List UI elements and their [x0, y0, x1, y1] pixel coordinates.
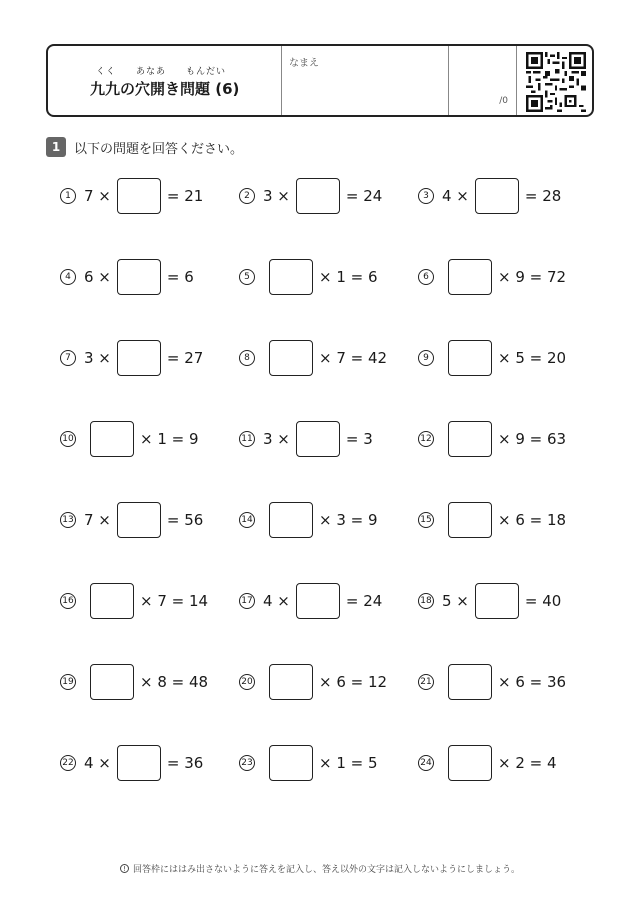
answer-box[interactable] [448, 340, 492, 376]
answer-box[interactable] [269, 664, 313, 700]
problem-left-term: 5 × [442, 592, 469, 610]
problem-item [239, 340, 387, 376]
problem-right-term: = 56 [166, 511, 204, 529]
answer-box[interactable] [448, 421, 492, 457]
answer-box[interactable] [269, 259, 313, 295]
answer-box[interactable] [269, 340, 313, 376]
problem-item [239, 259, 378, 295]
problem-item [239, 745, 378, 781]
answer-box[interactable] [117, 259, 161, 295]
problem-item [239, 664, 387, 700]
problem-number: 24 [418, 755, 434, 771]
problem-number: 7 [60, 350, 76, 366]
ruby-kuku: くく [96, 67, 117, 77]
problem-right-term: = 24 [345, 592, 383, 610]
problem-right-term: = 40 [524, 592, 562, 610]
section-heading [46, 137, 243, 157]
problem-left-term: 4 × [442, 187, 469, 205]
problem-number: 16 [60, 593, 76, 609]
answer-box[interactable] [90, 421, 134, 457]
problem-right-term: × 1 = 5 [319, 754, 378, 772]
answer-box[interactable] [448, 259, 492, 295]
problem-item [60, 259, 194, 295]
problem-number: 3 [418, 188, 434, 204]
score-text: /0 [499, 96, 508, 106]
problem-right-term: = 28 [524, 187, 562, 205]
answer-box[interactable] [117, 502, 161, 538]
problem-right-term: = 21 [166, 187, 204, 205]
problem-right-term: × 5 = 20 [498, 349, 567, 367]
problem-right-term: × 6 = 12 [319, 673, 388, 691]
qr-code-icon [526, 52, 586, 112]
problem-number: 1 [60, 188, 76, 204]
problem-right-term: × 1 = 9 [140, 430, 199, 448]
problem-item [60, 178, 203, 214]
answer-box[interactable] [117, 745, 161, 781]
problem-right-term: × 7 = 42 [319, 349, 388, 367]
problem-left-term: 4 × [263, 592, 290, 610]
problem-number: 2 [239, 188, 255, 204]
problem-item [60, 421, 199, 457]
problem-number: 21 [418, 674, 434, 690]
problem-item [60, 502, 203, 538]
problem-number: 20 [239, 674, 255, 690]
answer-box[interactable] [475, 178, 519, 214]
title-cell [48, 46, 282, 115]
ruby-anaa: あなあ [136, 67, 167, 77]
problem-right-term: × 9 = 72 [498, 268, 567, 286]
problem-item [239, 421, 373, 457]
problem-number: 17 [239, 593, 255, 609]
problem-number: 12 [418, 431, 434, 447]
answer-box[interactable] [296, 421, 340, 457]
answer-box[interactable] [296, 178, 340, 214]
problem-item [60, 745, 203, 781]
problem-item [239, 178, 382, 214]
problem-right-term: = 27 [166, 349, 204, 367]
score-field [448, 46, 517, 115]
problem-right-term: = 3 [345, 430, 373, 448]
answer-box[interactable] [90, 583, 134, 619]
problem-number: 13 [60, 512, 76, 528]
problem-item [60, 340, 203, 376]
problem-right-term: × 1 = 6 [319, 268, 378, 286]
problem-right-term: = 6 [166, 268, 194, 286]
problem-item [418, 178, 561, 214]
problem-left-term: 4 × [84, 754, 111, 772]
problem-number: 9 [418, 350, 434, 366]
problem-number: 10 [60, 431, 76, 447]
section-number: 1 [46, 137, 66, 157]
problem-right-term: = 24 [345, 187, 383, 205]
problem-number: 19 [60, 674, 76, 690]
problem-item [60, 664, 208, 700]
problem-number: 6 [418, 269, 434, 285]
answer-box[interactable] [475, 583, 519, 619]
ruby-mondai: もんだい [186, 67, 227, 77]
problem-number: 11 [239, 431, 255, 447]
problem-number: 15 [418, 512, 434, 528]
problem-item [418, 502, 566, 538]
problem-item [418, 745, 557, 781]
problem-number: 18 [418, 593, 434, 609]
answer-box[interactable] [117, 178, 161, 214]
problem-right-term: × 3 = 9 [319, 511, 378, 529]
problem-right-term: × 8 = 48 [140, 673, 209, 691]
problem-item [418, 583, 561, 619]
problem-number: 5 [239, 269, 255, 285]
problem-item [418, 259, 566, 295]
problem-item [239, 583, 382, 619]
section-instruction: 以下の問題を回答ください。 [74, 141, 244, 157]
problem-left-term: 3 × [263, 187, 290, 205]
problem-number: 23 [239, 755, 255, 771]
problem-right-term: × 2 = 4 [498, 754, 557, 772]
problem-left-term: 3 × [84, 349, 111, 367]
problem-right-term: × 6 = 36 [498, 673, 567, 691]
page-title: 九九の穴開き問題 (6) [90, 80, 240, 98]
answer-box[interactable] [296, 583, 340, 619]
worksheet-header [46, 44, 594, 117]
problem-number: 14 [239, 512, 255, 528]
problem-item [418, 664, 566, 700]
name-label: なまえ [289, 58, 319, 69]
footer-note [0, 862, 640, 875]
problem-right-term: × 7 = 14 [140, 592, 209, 610]
problem-number: 4 [60, 269, 76, 285]
problem-item [418, 340, 566, 376]
problem-left-term: 7 × [84, 187, 111, 205]
info-icon: ! [120, 864, 129, 873]
problem-item [418, 421, 566, 457]
answer-box[interactable] [448, 664, 492, 700]
name-field[interactable] [281, 46, 449, 115]
problem-right-term: × 9 = 63 [498, 430, 567, 448]
problem-left-term: 6 × [84, 268, 111, 286]
problem-left-term: 7 × [84, 511, 111, 529]
answer-box[interactable] [448, 502, 492, 538]
problem-number: 8 [239, 350, 255, 366]
problem-right-term: = 36 [166, 754, 204, 772]
problem-right-term: × 6 = 18 [498, 511, 567, 529]
footer-text: 回答枠にははみ出さないように答えを記入し、答え以外の文字は記入しないようにしましょう。 [132, 865, 520, 875]
problem-item [239, 502, 378, 538]
answer-box[interactable] [117, 340, 161, 376]
problem-number: 22 [60, 755, 76, 771]
answer-box[interactable] [269, 502, 313, 538]
problem-item [60, 583, 208, 619]
answer-box[interactable] [90, 664, 134, 700]
problem-left-term: 3 × [263, 430, 290, 448]
answer-box[interactable] [448, 745, 492, 781]
answer-box[interactable] [269, 745, 313, 781]
